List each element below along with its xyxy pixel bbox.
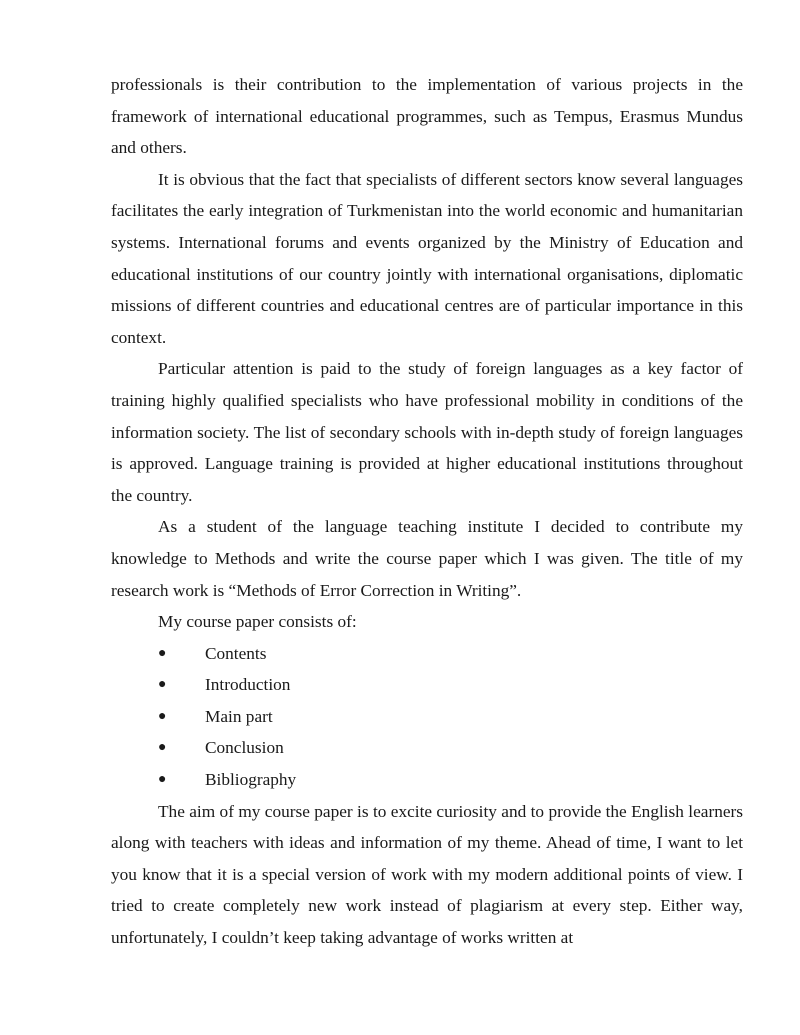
paragraph-aim: The aim of my course paper is to excite curiosity and to provide the English learners along with teachers with ideas and information of my theme. Ahead of time, I want to let you know that it is a special version of work with my modern additional points of view. I tried to create completely new work instead of plagiarism at every step. Either way, unfortunately, I couldn’t keep taking advantage of works written at xyxy=(111,801,743,948)
paragraph-integration: It is obvious that the fact that specialists of different sectors know several languages facilitates the early integration of Turkmenistan into the world economic and humanitarian systems. International forums and events organized by the Ministry of Education and educational institutions of our country jointly with international organisations, diplomatic missions of different countries and educational centres are of particular importance in this context. xyxy=(111,169,743,347)
paragraph-foreign-languages: Particular attention is paid to the study of foreign languages as a key factor of training highly qualified specialists who have professional mobility in conditions of the information society. The list of secondary schools with in-depth study of foreign languages is approved. Language training is provided at higher educational institutions throughout the country. xyxy=(111,359,743,505)
list-item xyxy=(111,732,743,764)
list-item-label: Introduction xyxy=(205,675,291,695)
paragraph-course-paper-title: As a student of the language teaching institute I decided to contribute my knowledge to Methods and write the course paper which I was given. The title of my research work is “Methods of Error Correction in Writing”. xyxy=(111,517,743,600)
document-page xyxy=(111,69,743,954)
bullet-icon: ● xyxy=(158,772,167,788)
bullet-icon: ● xyxy=(158,645,167,661)
bullet-icon: ● xyxy=(158,677,167,693)
list-item xyxy=(111,764,743,796)
list-item-label: Contents xyxy=(205,643,267,663)
paragraph-continuation: professionals is their contribution to the implementation of various projects in the framework of international educational programmes, such as Tempus, Erasmus Mundus and others. xyxy=(111,75,743,158)
bullet-icon: ● xyxy=(158,708,167,724)
list-item-label: Main part xyxy=(205,706,273,726)
list-item xyxy=(111,669,743,701)
list-item-label: Bibliography xyxy=(205,770,297,790)
list-item xyxy=(111,638,743,670)
list-item-label: Conclusion xyxy=(205,738,284,758)
bullet-icon: ● xyxy=(158,740,167,756)
paragraph-consists-of: My course paper consists of: xyxy=(158,612,357,632)
course-paper-outline-list xyxy=(111,638,743,796)
list-item xyxy=(111,701,743,733)
